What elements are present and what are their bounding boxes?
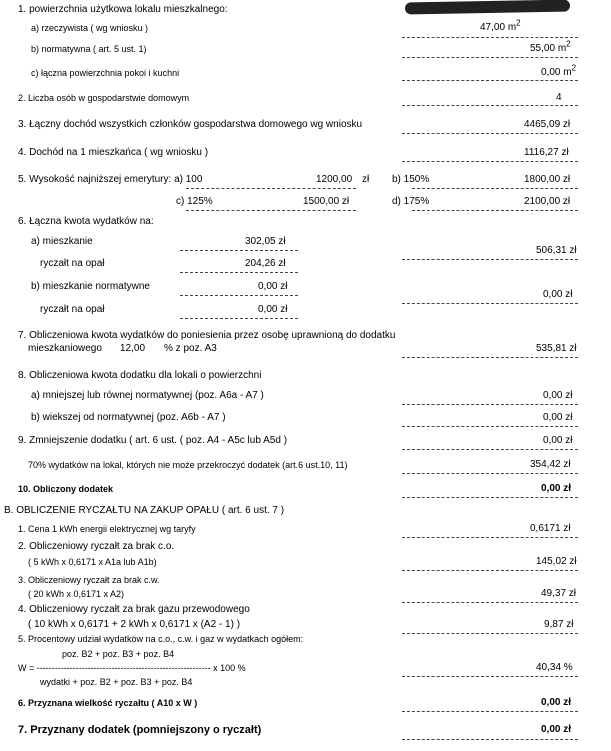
- a7-line2-pre: mieszkaniowego: [28, 343, 102, 354]
- a6a-value: 302,05 zł: [245, 236, 286, 247]
- a1a-value: [480, 18, 580, 34]
- a5-b-value: 1800,00 zł: [524, 174, 571, 185]
- b5-denominator: wydatki + poz. B2 + poz. B3 + poz. B4: [40, 677, 193, 687]
- b3-value: 49,37 zł: [541, 588, 577, 599]
- a6a-ryczalt-value: 204,26 zł: [245, 258, 286, 269]
- b4-value: 9,87 zł: [544, 619, 574, 630]
- a8a-dotline: [402, 404, 578, 405]
- b7-dotline: [402, 739, 578, 740]
- a1b-unit: m: [557, 43, 567, 54]
- a5-b-dotline: [412, 188, 578, 189]
- b5-label: 5. Procentowy udział wydatków na c.o., c.w. i gaz w wydatkach ogółem:: [18, 634, 304, 644]
- a5-c-label: c) 125%: [176, 196, 213, 207]
- a1c-number: 0,00: [541, 67, 561, 78]
- a6a-total: 506,31 zł: [536, 245, 577, 256]
- a8b-label: b) wiekszej od normatywnej (poz. A6b - A7 ): [31, 412, 226, 423]
- a10-value: 0,00 zł: [541, 483, 572, 494]
- a7-dotline: [402, 357, 578, 358]
- a1c-dotline: [402, 80, 578, 81]
- a1b-label: b) normatywna ( art. 5 ust. 1): [31, 44, 147, 54]
- a5-a-dotline: [186, 188, 356, 189]
- b7-label: 7. Przyznany dodatek (pomniejszony o ryczałt): [18, 724, 262, 736]
- a4-value: 1116,27 zł: [524, 147, 569, 158]
- a1a-unit: m: [507, 22, 517, 33]
- b3-dotline: [402, 602, 578, 603]
- a9-value: 0,00 zł: [543, 435, 573, 446]
- b4-dotline: [402, 633, 578, 634]
- a3-dotline: [402, 133, 578, 134]
- b5-value: 40,34 %: [536, 662, 573, 673]
- b6-dotline: [402, 711, 578, 712]
- a6b-dotline: [180, 295, 298, 296]
- section-b-title: B. OBLICZENIE RYCZAŁTU NA ZAKUP OPAŁU ( art. 6 ust. 7 ): [4, 505, 285, 516]
- a6b-ryczalt-dotline: [180, 318, 298, 319]
- b4-formula: ( 10 kWh x 0,6171 + 2 kWh x 0,6171 x (A2 - 1) ): [28, 619, 241, 630]
- a2-value: 4: [556, 92, 562, 103]
- a9b-label: 70% wydatków na lokal, których nie może przekroczyć dodatek (art.6 ust.10, 11): [28, 460, 348, 470]
- a8b-value: 0,00 zł: [543, 412, 573, 423]
- a5-c-dotline: [186, 210, 356, 211]
- b2-dotline: [402, 570, 578, 571]
- redacted-scribble: [405, 0, 570, 14]
- a8b-dotline: [402, 426, 578, 427]
- a6b-label: b) mieszkanie normatywne: [31, 281, 150, 292]
- a2-dotline: [402, 105, 578, 106]
- a7-line1: 7. Obliczeniowa kwota wydatków do poniesienia przez osobę uprawnioną do dodatku: [18, 330, 396, 341]
- a5-a-unit: zł: [362, 174, 370, 185]
- a6-label: 6. Łączna kwota wydatków na:: [18, 216, 154, 227]
- a6b-value: 0,00 zł: [258, 281, 288, 292]
- b2-label: 2. Obliczeniowy ryczałt za brak c.o.: [18, 541, 175, 552]
- a7-value: 535,81 zł: [536, 343, 577, 354]
- a6b-ryczalt-label: ryczałt na opał: [40, 304, 105, 315]
- a5-label: 5. Wysokość najniższej emerytury: a) 100: [18, 174, 203, 185]
- a1c-sup: 2: [571, 63, 577, 73]
- a9-label: 9. Zmniejszenie dodatku ( art. 6 ust. ( poz. A4 - A5c lub A5d ): [18, 435, 288, 446]
- b5-w-line: W = ---------------------------------------------------------- x 100 %: [18, 663, 246, 673]
- a1b-sup: 2: [566, 39, 571, 49]
- a1c-unit: m: [563, 67, 572, 78]
- a1c-value: [541, 63, 577, 79]
- a10-label: 10. Obliczony dodatek: [18, 484, 114, 494]
- a5-d-label: d) 175%: [392, 196, 430, 207]
- a7-percent: 12,00: [120, 343, 146, 354]
- b6-value: 0,00 zł: [541, 697, 572, 708]
- a6a-total-dotline: [402, 259, 578, 260]
- a3-value: 4465,09 zł: [524, 119, 571, 130]
- a1a-label: a) rzeczywista ( wg wniosku ): [31, 23, 149, 33]
- a6b-total-dotline: [402, 303, 578, 304]
- a6b-ryczalt-value: 0,00 zł: [258, 304, 288, 315]
- a1-label: 1. powierzchnia użytkowa lokalu mieszkalnego:: [18, 4, 228, 15]
- a8a-label: a) mniejszej lub równej normatywnej (poz. A6a - A7 ): [31, 390, 264, 401]
- a5-d-value: 2100,00 zł: [524, 196, 571, 207]
- a9b-dotline: [402, 473, 578, 474]
- a8a-value: 0,00 zł: [543, 390, 573, 401]
- a9b-value: 354,42 zł: [530, 459, 571, 470]
- a1b-dotline: [402, 57, 578, 58]
- b6-label: 6. Przyznana wielkość ryczałtu ( A10 x W ): [18, 698, 198, 708]
- a1c-label: c) łączna powierzchnia pokoi i kuchni: [31, 68, 180, 78]
- a5-d-dotline: [412, 210, 578, 211]
- a6a-ryczalt-dotline: [180, 272, 298, 273]
- b1-dotline: [402, 537, 578, 538]
- a2-label: 2. Liczba osób w gospodarstwie domowym: [18, 93, 190, 103]
- a1a-sup: 2: [516, 18, 521, 28]
- a6a-ryczalt-label: ryczałt na opał: [40, 258, 105, 269]
- b2-formula: ( 5 kWh x 0,6171 x A1a lub A1b): [28, 557, 157, 567]
- a5-a-value: 1200,00: [316, 174, 353, 185]
- a5-b-label: b) 150%: [392, 174, 430, 185]
- a1b-value: [530, 39, 571, 55]
- a4-label: 4. Dochód na 1 mieszkańca ( wg wniosku ): [18, 147, 209, 158]
- a5-c-value: 1500,00 zł: [303, 196, 350, 207]
- a7-line2-post: % z poz. A3: [164, 343, 217, 354]
- a3-label: 3. Łączny dochód wszystkich członków gospodarstwa domowego wg wniosku: [18, 119, 363, 130]
- b5-dotline: [402, 676, 578, 677]
- b7-value: 0,00 zł: [541, 724, 572, 735]
- b3-label: 3. Obliczeniowy ryczałt za brak c.w.: [18, 575, 160, 585]
- a6a-label: a) mieszkanie: [31, 236, 93, 247]
- a6a-dotline: [180, 250, 298, 251]
- a1b-number: 55,00: [530, 43, 556, 54]
- a6b-total: 0,00 zł: [543, 289, 573, 300]
- b2-value: 145,02 zł: [536, 556, 577, 567]
- b5-numerator: poz. B2 + poz. B3 + poz. B4: [62, 649, 175, 659]
- b1-label: 1. Cena 1 kWh energii elektrycznej wg taryfy: [18, 524, 196, 534]
- a1a-number: 47,00: [480, 22, 506, 33]
- a8-label: 8. Obliczeniowa kwota dodatku dla lokali o powierzchni: [18, 370, 262, 381]
- b3-formula: ( 20 kWh x 0,6171 x A2): [28, 589, 125, 599]
- a10-dotline: [402, 497, 578, 498]
- a4-dotline: [402, 161, 578, 162]
- b4-label: 4. Obliczeniowy ryczałt za brak gazu przewodowego: [18, 604, 250, 615]
- a1a-dotline: [402, 37, 578, 38]
- a9-dotline: [402, 449, 578, 450]
- b1-value: 0,6171 zł: [530, 523, 571, 534]
